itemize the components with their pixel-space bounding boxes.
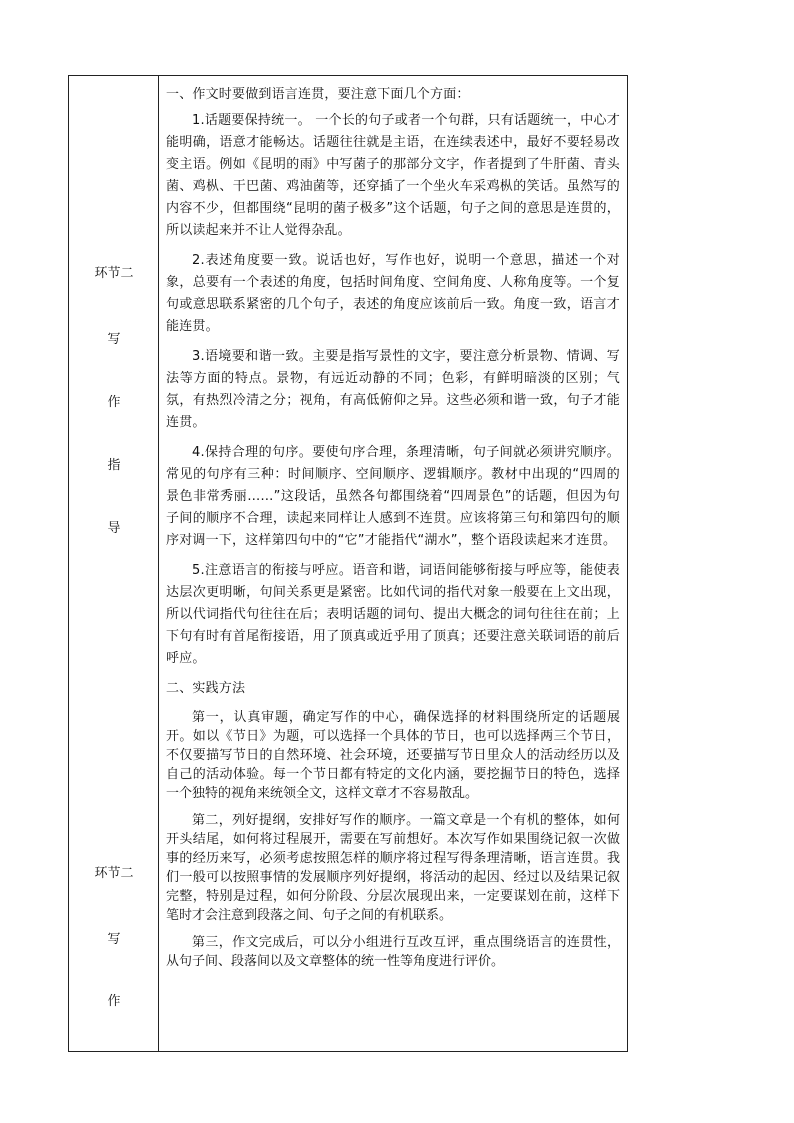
- stage-char: 导: [107, 521, 121, 536]
- stage-char: 指: [107, 458, 121, 473]
- stage-label: 环节二: [94, 266, 134, 281]
- lesson-table: [68, 75, 628, 1052]
- stage-char: 写: [107, 332, 121, 347]
- paragraph: 第一，认真审题，确定写作的中心，确保选择的材料围绕所定的话题展开。如以《节日》为题，可以选择一个具体的节日，也可以选择两三个节日，不仅要描写节日的自然环境、社会环境，还要描写节日里众人的活动经历以及自己的活动体验。每一个节日都有特定的文化内涵，要挖掘节日的特色，选择一个独特的视角来统领全文，这样文章才不容易散乱。: [166, 710, 620, 801]
- paragraph: 1.话题要保持统一。 一个长的句子或者一个句群，只有话题统一，中心才能明确，语意才能畅达。话题往往就是主语，在连续表述中，最好不要轻易改变主语。例如《昆明的雨》中写菌子的那部分文字，作者提到了牛肝菌、青头菌、鸡枞、干巴菌、鸡油菌等，还穿插了一个坐火车采鸡枞的笑话。虽然写的内容不少，但都围绕“昆明的菌子极多”这个话题，句子之间的意思是连贯的，所以读起来并不让人觉得杂乱。: [166, 113, 620, 238]
- content-column: [159, 76, 627, 1051]
- stage-char: 作: [107, 994, 121, 1009]
- paragraph: 5.注意语言的衔接与呼应。语音和谐，词语间能够衔接与呼应等，能使表达层次更明晰，句间关系更是紧密。比如代词的指代对象一般要在上文出现，所以代词指代句往往在后；表明话题的词句、提出大概念的词句往往在前；上下句有时有首尾衔接语，用了顶真或近乎用了顶真；还要注意关联词语的前后呼应。: [166, 563, 620, 666]
- stage-char: 作: [107, 395, 121, 410]
- stage-char: 写: [107, 932, 121, 947]
- paragraph: 第三，作文完成后，可以分小组进行互改互评，重点围绕语言的连贯性，从句子间、段落间以及文章整体的统一性等角度进行评价。: [166, 935, 620, 969]
- paragraph: 4.保持合理的句序。要使句序合理，条理清晰，句子间就必须讲究顺序。常见的句序有三种：时间顺序、空间顺序、逻辑顺序。教材中出现的“四周的景色非常秀丽……”这段话，虽然各句都围绕着“四周景色”的话题，但因为句子间的顺序不合理，读起来同样让人感到不连贯。应该将第三句和第四句的顺序对调一下，这样第四句中的“它”才能指代“湖水”，整个语段读起来才连贯。: [166, 445, 620, 548]
- stage-label-column: [69, 76, 159, 1051]
- paragraph: 2.表述角度要一致。说话也好，写作也好，说明一个意思，描述一个对象，总要有一个表述的角度，包括时间角度、空间角度、人称角度等。一个复句或意思联系紧密的几个句子，表述的角度应该前后一致。角度一致，语言才能连贯。: [166, 253, 620, 334]
- paragraph: 3.语境要和谐一致。主要是指写景性的文字，要注意分析景物、情调、写法等方面的特点。景物，有远近动静的不同；色彩，有鲜明暗淡的区别；气氛，有热烈冷清之分；视角，有高低俯仰之异。这些必须和谐一致，句子才能连贯。: [166, 349, 620, 430]
- section-title: 二、实践方法: [166, 681, 246, 696]
- section-title: 一、作文时要做到语言连贯，要注意下面几个方面：: [166, 87, 470, 102]
- stage-label: 环节二: [94, 866, 134, 881]
- paragraph: 第二，列好提纲，安排好写作的顺序。一篇文章是一个有机的整体，如何开头结尾，如何将过程展开，需要在写前想好。本次写作如果围绕记叙一次做事的经历来写，必须考虑按照怎样的顺序将过程写得条理清晰，语言连贯。我们一般可以按照事情的发展顺序列好提纲，将活动的起因、经过以及结果记叙完整，特别是过程，如何分阶段、分层次展现出来，一定要谋划在前，这样下笔时才会注意到段落之间、句子之间的有机联系。: [166, 813, 620, 923]
